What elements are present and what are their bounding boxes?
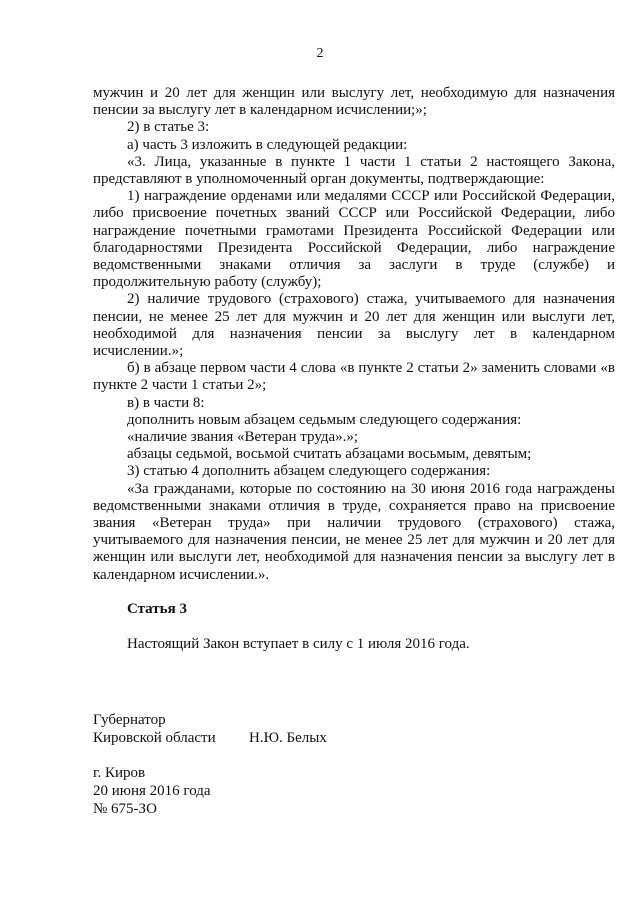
paragraph-add-seventh: дополнить новым абзацем седьмым следующего содержания: <box>127 411 522 428</box>
article-text: Настоящий Закон вступает в силу с 1 июля 2016 года. <box>127 636 470 652</box>
signature-title-line2: Кировской области <box>93 730 216 746</box>
law-number: № 675-ЗО <box>93 801 157 817</box>
paragraph-renumber: абзацы седьмой, восьмой считать абзацами восьмым, девятым; <box>127 446 532 463</box>
date: 20 июня 2016 года <box>93 783 211 799</box>
paragraph-item-v: в) в части 8: <box>127 394 205 411</box>
city: г. Киров <box>93 765 146 781</box>
place-date-block <box>93 764 211 818</box>
page-number: 2 <box>316 46 324 61</box>
paragraph-item-b: б) в абзаце первом части 4 слова «в пункте 2 статьи 2» заменить словами «в пункте 2 части 1 статьи 2»; <box>93 360 615 394</box>
paragraph-quote-start: «3. Лица, указанные в пункте 1 части 1 статьи 2 настоящего Закона, представляют в уполномоченный орган документы, подтверждающие: <box>93 153 615 188</box>
body-text <box>93 85 615 584</box>
paragraph-sub-2: 2) наличие трудового (страхового) стажа, учитываемого для назначения пенсии, не менее 25 лет для мужчин и 20 лет для женщин или выслуги лет, необходимой для назначения пенсии за выслугу лет в календарном исчислении.»; <box>93 291 615 360</box>
paragraph-item-2: 2) в статье 3: <box>127 119 210 136</box>
paragraph-item-3: 3) статью 4 дополнить абзацем следующего содержания: <box>127 463 491 480</box>
paragraph-veteran-title: «наличие звания «Ветеран труда».»; <box>127 429 359 446</box>
signature-title-line1: Губернатор <box>93 712 166 728</box>
paragraph-quote-final: «За гражданами, которые по состоянию на 30 июня 2016 года награждены ведомственными знаками отличия в труде, сохраняется право на присвоение звания «Ветеран труда» при наличии трудового (страхового) стажа, учитываемого для назначения пенсии, не менее 25 лет для мужчин и 20 лет для женщин или выслуги лет, необходимой для назначения пенсии за выслугу лет в календарном исчислении.». <box>93 480 615 583</box>
paragraph-item-a: а) часть 3 изложить в следующей редакции: <box>127 136 408 153</box>
paragraph-sub-1: 1) награждение орденами или медалями СССР или Российской Федерации, либо присвоение почетных званий СССР или Российской Федерации, либо награждение почетными грамотами Президента Российской Федерации или благодарностями Президента Российской Федерации, либо награждение ведомственными знаками отличия за заслуги в труде (службе) и продолжительную работу (службу); <box>93 188 615 291</box>
signature-name: Н.Ю. Белых <box>249 730 327 746</box>
article-heading: Статья 3 <box>127 601 187 617</box>
paragraph-continuation: мужчин и 20 лет для женщин или выслугу лет, необходимую для назначения пенсии за выслугу лет в календарном исчислении;»; <box>93 85 615 119</box>
signature-block <box>93 711 327 747</box>
